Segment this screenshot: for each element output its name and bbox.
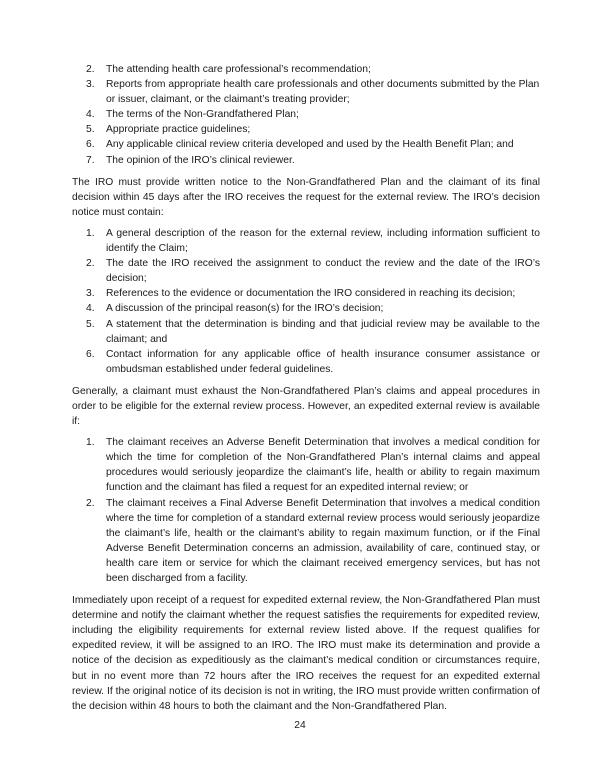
list-number: 2.	[86, 64, 95, 75]
list-item	[72, 153, 540, 168]
list-number: 3.	[86, 288, 95, 300]
decision-notice-contents-list	[72, 226, 540, 377]
list-number: 2.	[86, 258, 95, 270]
expedited-eligibility-list	[72, 435, 540, 586]
list-item	[72, 122, 540, 137]
list-item	[72, 62, 540, 77]
list-item-text: The claimant receives a Final Adverse Benefit Determination that involves a medical condition where the time for completion of a standard external review process would seriously jeopardize the claimant’s life, health or the claimant’s ability to regain maximum function, or if the Final Adverse Benefit Determination concerns an admission, availability of care, continued stay, or health care item or service for which the claimant received emergency services, but has not been discharged from a facility.	[106, 497, 540, 584]
list-number: 2.	[86, 497, 95, 509]
decision-notice-paragraph: The IRO must provide written notice to the Non-Grandfathered Plan and the claimant of its final decision within 45 days after the IRO receives the request for the external review. The IRO’s decision notice must contain:	[72, 176, 540, 218]
list-item	[72, 226, 540, 256]
list-item	[72, 435, 540, 495]
list-number: 7.	[86, 154, 95, 166]
list-item-text: The claimant receives an Adverse Benefit Determination that involves a medical condition for which the time for completion of the Non-Grandfathered Plan’s internal claims and appeal procedures would seriously jeopardize the claimant’s life, health or ability to regain maximum function and the claimant has filed a request for an expedited internal review; or	[106, 437, 540, 494]
list-number: 4.	[86, 303, 95, 315]
list-number: 6.	[86, 139, 95, 151]
list-item-text: The attending health care professional’s recommendation;	[106, 64, 371, 75]
page-number: 24	[294, 720, 306, 731]
list-item	[72, 496, 540, 587]
list-number: 3.	[86, 79, 95, 91]
list-item-text: Contact information for any applicable office of health insurance consumer assistance or ombudsman established under federal guidelines.	[106, 348, 540, 375]
list-item	[72, 286, 540, 301]
list-number: 5.	[86, 124, 95, 136]
list-item	[72, 137, 540, 152]
list-item	[72, 77, 540, 107]
list-item	[72, 301, 540, 316]
expedited-review-paragraph: Immediately upon receipt of a request for expedited external review, the Non-Grandfathered Plan must determine and notify the claimant whether the request satisfies the requirements for expedited review, including the eligibility requirements for external review listed above. If the request qualifies for expedited review, it will be assigned to an IRO. The IRO must make its determination and provide a notice of the decision as expeditiously as the claimant’s medical condition or circumstances require, but in no event more than 72 hours after the IRO receives the request for an expedited external review. If the original notice of its decision is not in writing, the IRO must provide written confirmation of the decision within 48 hours to both the claimant and the Non-Grandfathered Plan.	[72, 595, 540, 712]
list-item	[72, 317, 540, 347]
list-number: 1.	[86, 437, 95, 449]
list-item-text: Any applicable clinical review criteria developed and used by the Health Benefit Plan; and	[106, 139, 514, 151]
page-content	[72, 62, 540, 720]
list-item-text: References to the evidence or documentation the IRO considered in reaching its decision;	[106, 288, 516, 300]
list-item	[72, 107, 540, 122]
list-item	[72, 256, 540, 286]
list-item-text: Reports from appropriate health care professionals and other documents submitted by the Plan or issuer, claimant, or the claimant’s treating provider;	[106, 79, 540, 106]
list-item-text: Appropriate practice guidelines;	[106, 124, 251, 136]
review-considerations-list	[72, 62, 540, 168]
list-item	[72, 347, 540, 377]
exhaustion-paragraph: Generally, a claimant must exhaust the Non-Grandfathered Plan’s claims and appeal procedures in order to be eligible for the external review process. However, an expedited external review is available if:	[72, 385, 540, 428]
list-item-text: A statement that the determination is binding and that judicial review may be available to the claimant; and	[106, 318, 540, 345]
list-item-text: The opinion of the IRO’s clinical reviewer.	[106, 154, 295, 166]
list-number: 1.	[86, 227, 95, 239]
list-item-text: The terms of the Non-Grandfathered Plan;	[106, 109, 299, 121]
list-number: 5.	[86, 318, 95, 330]
list-item-text: The date the IRO received the assignment to conduct the review and the date of the IRO’s decision;	[106, 258, 540, 285]
list-number: 4.	[86, 109, 95, 121]
list-item-text: A discussion of the principal reason(s) for the IRO’s decision;	[106, 303, 384, 315]
list-item-text: A general description of the reason for the external review, including information sufficient to identify the Claim;	[106, 227, 540, 255]
list-number: 6.	[86, 348, 95, 360]
